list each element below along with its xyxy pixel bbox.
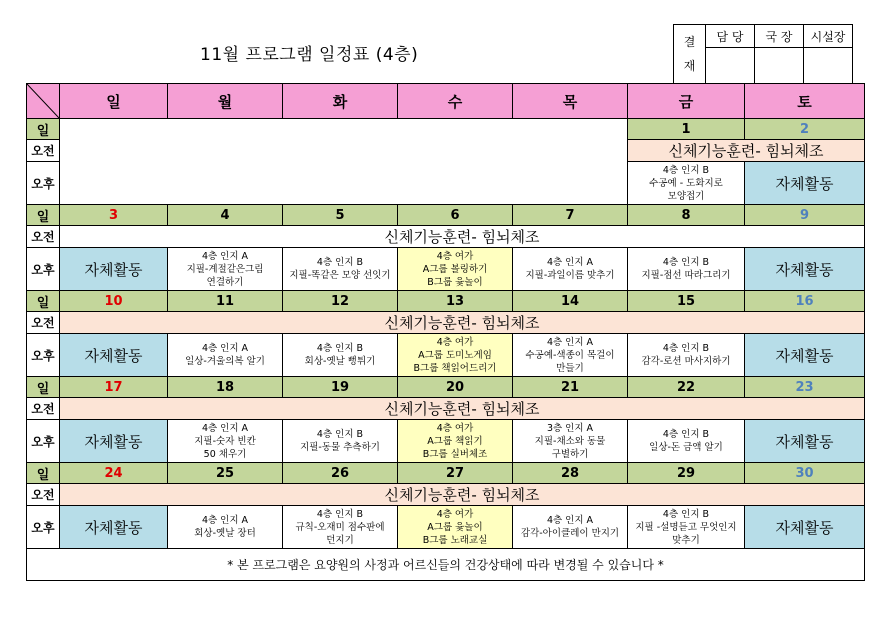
day-thu: 목 xyxy=(513,84,628,119)
footer-note: * 본 프로그램은 요양원의 사정과 어르신들의 건강상태에 따라 변경될 수 있습니다 * xyxy=(27,549,865,581)
date-cell: 28 xyxy=(513,463,628,484)
date-cell: 8 xyxy=(628,205,745,226)
date-cell: 16 xyxy=(745,291,865,312)
row-label-am: 오전 xyxy=(27,140,60,162)
row-label-pm: 오후 xyxy=(27,506,60,549)
activity-line: 4층 인지 A xyxy=(546,257,594,268)
activity-line: A그룹 윷놀이 xyxy=(427,521,483,533)
activity-line: 구별하기 xyxy=(551,448,589,460)
day-wed: 수 xyxy=(398,84,513,119)
row-label-am: 오전 xyxy=(27,484,60,506)
activity-line: B그룹 책읽어드리기 xyxy=(413,362,497,374)
activity-line: 4층 인지 B xyxy=(316,508,364,520)
approval-col-1: 담 당 xyxy=(706,25,755,48)
date-cell: 29 xyxy=(628,463,745,484)
training-band: 신체기능훈련- 힘뇌체조 xyxy=(60,226,865,248)
training-band: 신체기능훈련- 힘뇌체조 xyxy=(628,140,865,162)
activity-line: 만들기 xyxy=(556,362,584,374)
activity-line: 4층 여가 xyxy=(436,336,474,348)
activity-fri xyxy=(628,162,745,205)
row-label-date: 일 xyxy=(27,463,60,484)
date-cell: 18 xyxy=(168,377,283,398)
activity-line: 4층 인지 A xyxy=(546,336,594,348)
activity-wed xyxy=(398,506,513,549)
activity-thu xyxy=(513,334,628,377)
activity-line: 4층 인지 A xyxy=(201,250,249,262)
day-sat: 토 xyxy=(745,84,865,119)
activity-fri xyxy=(628,248,745,291)
activity-line: 수공예-색종이 목걸이 xyxy=(525,349,615,361)
approval-label-1: 결 xyxy=(683,35,696,49)
date-cell: 26 xyxy=(283,463,398,484)
row-label-pm: 오후 xyxy=(27,162,60,205)
activity-tue xyxy=(283,506,398,549)
date-cell: 30 xyxy=(745,463,865,484)
day-mon: 월 xyxy=(168,84,283,119)
weekday-header xyxy=(27,84,865,119)
row-label-am: 오전 xyxy=(27,226,60,248)
activity-thu xyxy=(513,248,628,291)
approval-label-2: 재 xyxy=(683,59,696,73)
activity-line: 3층 인지 A xyxy=(546,422,594,434)
date-cell: 14 xyxy=(513,291,628,312)
activity-line: 지필-숫자 빈칸 xyxy=(194,435,256,447)
approval-label xyxy=(674,25,706,84)
row-label-pm: 오후 xyxy=(27,420,60,463)
date-cell: 6 xyxy=(398,205,513,226)
training-band: 신체기능훈련- 힘뇌체조 xyxy=(60,398,865,420)
date-cell: 24 xyxy=(60,463,168,484)
row-label-date: 일 xyxy=(27,377,60,398)
activity-wed xyxy=(398,248,513,291)
activity-line: 수공예 - 도화지로 xyxy=(649,177,723,189)
self-activity-sat: 자체활동 xyxy=(745,506,865,549)
activity-line: 연결하기 xyxy=(206,276,244,288)
activity-line: 4층 인지 B xyxy=(316,257,364,268)
date-cell: 5 xyxy=(283,205,398,226)
corner-cell xyxy=(27,84,60,119)
date-cell: 11 xyxy=(168,291,283,312)
empty-cell xyxy=(60,119,628,205)
activity-line: 4층 인지 B xyxy=(316,429,364,440)
self-activity-sat: 자체활동 xyxy=(745,162,865,205)
activity-mon xyxy=(168,334,283,377)
activity-thu xyxy=(513,506,628,549)
activity-line: 일상-돈 금액 알기 xyxy=(649,442,723,453)
activity-line: 규칙-오재미 점수판에 xyxy=(295,521,385,533)
activity-line: 맞추기 xyxy=(672,534,700,546)
training-band: 신체기능훈련- 힘뇌체조 xyxy=(60,484,865,506)
row-label-pm: 오후 xyxy=(27,248,60,291)
date-cell: 7 xyxy=(513,205,628,226)
activity-line: 4층 인지 B xyxy=(662,429,710,440)
activity-wed xyxy=(398,334,513,377)
date-cell: 3 xyxy=(60,205,168,226)
activity-tue xyxy=(283,420,398,463)
activity-line: 감각-아이클레이 만지기 xyxy=(520,528,620,539)
day-sun: 일 xyxy=(60,84,168,119)
row-label-date: 일 xyxy=(27,119,60,140)
row-label-am: 오전 xyxy=(27,398,60,420)
activity-line: 4층 인지 A xyxy=(201,422,249,434)
activity-line: 지필-동물 추측하기 xyxy=(300,442,380,453)
activity-line: 4층 여가 xyxy=(436,250,474,262)
activity-line: 4층 인지 B xyxy=(662,164,710,176)
activity-thu xyxy=(513,420,628,463)
activity-wed xyxy=(398,420,513,463)
date-cell: 10 xyxy=(60,291,168,312)
activity-line: 지필-채소와 동물 xyxy=(534,435,606,447)
row-label-date: 일 xyxy=(27,291,60,312)
self-activity-sat: 자체활동 xyxy=(745,420,865,463)
activity-fri xyxy=(628,420,745,463)
activity-line: 지필-과일이름 맞추기 xyxy=(525,270,615,281)
row-label-pm: 오후 xyxy=(27,334,60,377)
activity-line: 지필-계절같은그림 xyxy=(186,263,264,275)
date-cell: 25 xyxy=(168,463,283,484)
activity-line: 4층 인지 A xyxy=(201,515,249,526)
date-cell: 27 xyxy=(398,463,513,484)
activity-line: 4층 여가 xyxy=(436,422,474,434)
day-fri: 금 xyxy=(628,84,745,119)
activity-line: 지필-똑같은 모양 선잇기 xyxy=(289,270,391,281)
schedule-table xyxy=(26,83,865,581)
activity-mon xyxy=(168,248,283,291)
date-cell: 12 xyxy=(283,291,398,312)
day-tue: 화 xyxy=(283,84,398,119)
activity-line: 지필-점선 따라그리기 xyxy=(641,270,731,281)
page-title: 11월 프로그램 일정표 (4층) xyxy=(200,45,419,65)
activity-line: B그룹 윷놀이 xyxy=(427,276,483,288)
activity-line: 4층 인지 B xyxy=(316,343,364,354)
date-cell: 23 xyxy=(745,377,865,398)
activity-line: B그룹 실버체조 xyxy=(422,448,488,460)
activity-line: A그룹 볼링하기 xyxy=(422,263,488,275)
approval-col-2: 국 장 xyxy=(755,25,804,48)
activity-line: 지필 -설명듣고 무엇인지 xyxy=(635,521,737,533)
self-activity-sun: 자체활동 xyxy=(60,334,168,377)
activity-line: A그룹 도미노게임 xyxy=(418,349,492,361)
row-label-am: 오전 xyxy=(27,312,60,334)
self-activity-sat: 자체활동 xyxy=(745,334,865,377)
self-activity-sun: 자체활동 xyxy=(60,248,168,291)
activity-line: 던지기 xyxy=(326,534,354,546)
activity-line: 4층 인지 A xyxy=(546,515,594,526)
activity-line: 감각-로션 마사지하기 xyxy=(641,356,731,367)
approval-box xyxy=(673,24,853,84)
date-fri: 1 xyxy=(628,119,745,140)
activity-fri xyxy=(628,506,745,549)
activity-mon xyxy=(168,506,283,549)
activity-tue xyxy=(283,334,398,377)
date-cell: 15 xyxy=(628,291,745,312)
diagonal-line-icon xyxy=(27,84,59,118)
activity-line: 4층 인지 B xyxy=(662,257,710,268)
activity-line: 회상-옛날 장터 xyxy=(194,528,256,539)
activity-fri xyxy=(628,334,745,377)
self-activity-sun: 자체활동 xyxy=(60,420,168,463)
activity-line: 4층 여가 xyxy=(436,508,474,520)
date-sat: 2 xyxy=(745,119,865,140)
activity-line: 4층 인지 A xyxy=(201,343,249,354)
activity-tue xyxy=(283,248,398,291)
date-cell: 21 xyxy=(513,377,628,398)
date-cell: 4 xyxy=(168,205,283,226)
activity-line: A그룹 책읽기 xyxy=(427,435,483,447)
approval-sign-3[interactable] xyxy=(804,48,853,84)
activity-mon xyxy=(168,420,283,463)
training-band: 신체기능훈련- 힘뇌체조 xyxy=(60,312,865,334)
activity-line: 4층 인지 B xyxy=(662,508,710,520)
activity-line: 4층 인지 B xyxy=(662,343,710,354)
activity-line: 일상-겨울의복 알기 xyxy=(185,356,265,367)
activity-line: 모양접기 xyxy=(667,190,705,202)
activity-line: 회상-옛날 뻥튀기 xyxy=(304,356,376,367)
self-activity-sat: 자체활동 xyxy=(745,248,865,291)
date-cell: 19 xyxy=(283,377,398,398)
date-cell: 9 xyxy=(745,205,865,226)
date-cell: 13 xyxy=(398,291,513,312)
approval-sign-2[interactable] xyxy=(755,48,804,84)
row-label-date: 일 xyxy=(27,205,60,226)
date-cell: 20 xyxy=(398,377,513,398)
activity-line: 50 채우기 xyxy=(203,448,247,460)
activity-line: B그룹 노래교실 xyxy=(422,534,488,546)
date-cell: 17 xyxy=(60,377,168,398)
date-cell: 22 xyxy=(628,377,745,398)
approval-col-3: 시설장 xyxy=(804,25,853,48)
self-activity-sun: 자체활동 xyxy=(60,506,168,549)
approval-sign-1[interactable] xyxy=(706,48,755,84)
